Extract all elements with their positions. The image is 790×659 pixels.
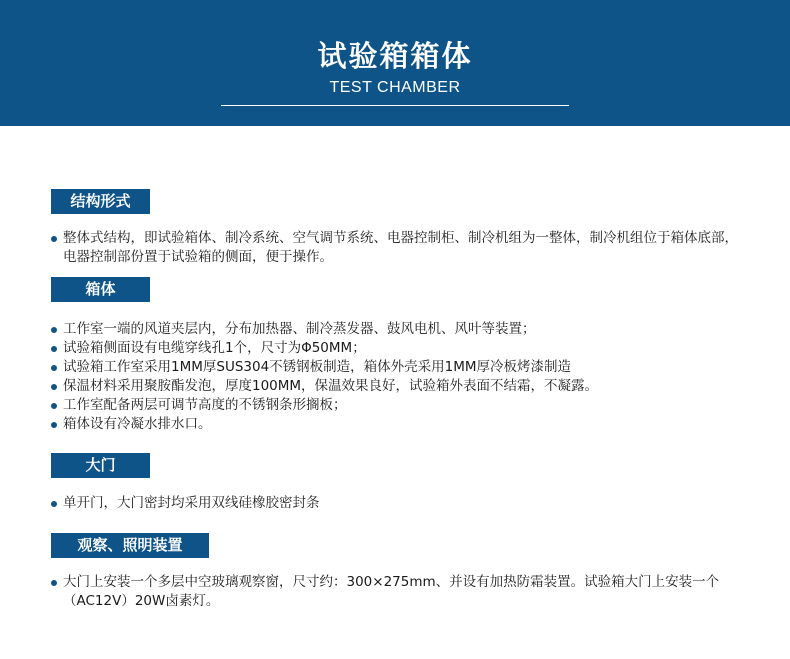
list-item: 保温材料采用聚胺酯发泡，厚度100MM，保温效果良好，试验箱外表面不结霜，不凝露。	[48, 377, 748, 396]
list-item: 大门上安装一个多层中空玻璃观察窗，尺寸约：300×275mm、并设有加热防霜装置。试验箱大门上安装一个（AC12V）20W卤素灯。	[48, 573, 748, 611]
list-item: 试验箱侧面设有电缆穿线孔1个，尺寸为Φ50MM；	[48, 339, 748, 358]
list-item: 试验箱工作室采用1MM厚SUS304不锈钢板制造，箱体外壳采用1MM厚冷板烤漆制造	[48, 358, 748, 377]
list-item: 整体式结构，即试验箱体、制冷系统、空气调节系统、电器控制柜、制冷机组为一整体，制冷机组位于箱体底部，电器控制部份置于试验箱的侧面，便于操作。	[48, 229, 748, 267]
section-body-door	[48, 494, 748, 513]
section-heading-door: 大门	[51, 453, 150, 478]
section-heading-observation: 观察、照明装置	[51, 533, 209, 558]
section-body-observation	[48, 573, 748, 611]
page-subtitle: TEST CHAMBER	[329, 79, 461, 96]
list-item: 工作室一端的风道夹层内，分布加热器、制冷蒸发器、鼓风电机、风叶等装置；	[48, 320, 748, 339]
title-divider	[221, 105, 569, 106]
section-heading-structure: 结构形式	[51, 189, 150, 214]
section-heading-chamber: 箱体	[51, 277, 150, 302]
list-item: 箱体设有冷凝水排水口。	[48, 415, 748, 434]
header-banner	[0, 0, 790, 126]
list-item: 工作室配备两层可调节高度的不锈钢条形搁板；	[48, 396, 748, 415]
page-title: 试验箱箱体	[317, 39, 473, 73]
list-item: 单开门，大门密封均采用双线硅橡胶密封条	[48, 494, 748, 513]
section-body-chamber	[48, 320, 748, 434]
section-body-structure	[48, 229, 748, 267]
